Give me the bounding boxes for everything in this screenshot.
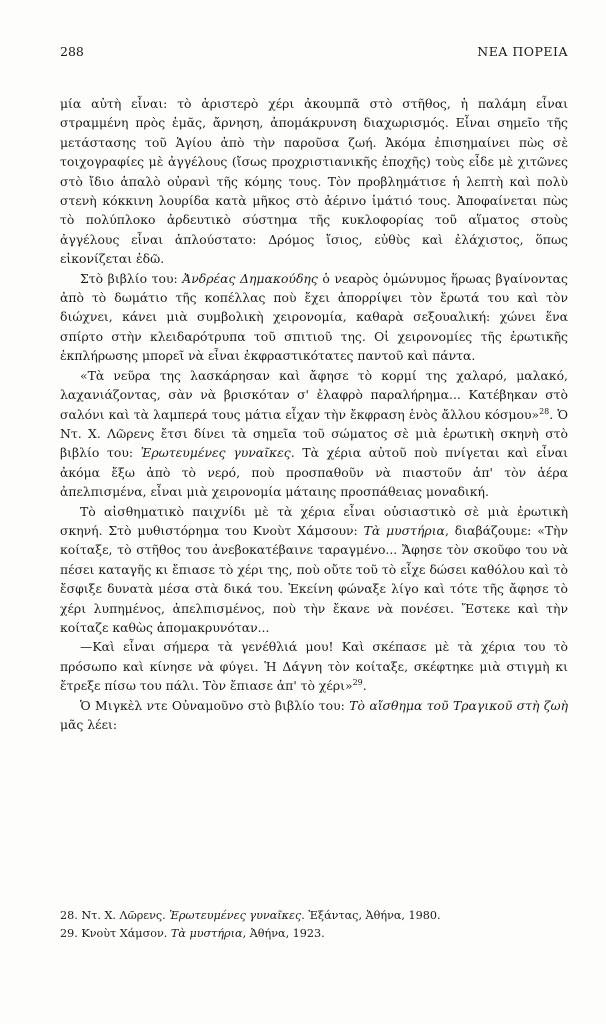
footnote-marker: 28 xyxy=(539,406,550,416)
text-run: Ὁ Μιγκὲλ ντε Οὐναμοῦνο στὸ βιβλίο του: xyxy=(80,697,350,713)
text-run: μία αὐτὴ εἶναι: τὸ ἀριστερὸ χέρι ἀκουμπᾶ στὸ στῆθος, ἡ παλάμη εἶναι στραμμένη πρὸς ἐμᾶς, ἄρνηση, ἀπομάκρυνση διαχωρισμός. Εἶναι σημεῖο τῆς μετάστασης τοῦ Ἁγίου ἀπὸ τὴν παροῦσα ζωή. Ἀκόμα ἐπισημαίνει πὼς σὲ τοιχογραφίες μὲ ἀγγέλους (ἴσως προχριστιανικῆς ἐποχῆς) τοὺς εἶδε μὲ χιτῶνες στὸ ἴδιο ἁπαλὸ οὐρανὶ τῆς κόμης τους. Τὸν προβλημάτισε ἡ λεπτὴ καὶ πολὺ στενὴ κόκκινη λουρίδα κατὰ μῆκος στὸ ἀέρινο ἱμάτιό τους. Ἀποφαίνεται πὼς τὸ πολύπλοκο ἀρδευτικὸ σύστημα τῆς κυκλοφορίας τοῦ αἵματος στοὺς ἀγγέλους εἶναι ἁπλούστατο: Δρόμος ἴσιος, εὐθὺς καὶ ἐλάχιστος, ὅπως εἰκονίζεται ἐδῶ. xyxy=(60,96,568,267)
paragraph xyxy=(60,696,568,735)
text-run: 29. Κνοὺτ Χάμσον. xyxy=(60,927,171,940)
paragraph xyxy=(60,637,568,695)
text-run: 28. Ντ. Χ. Λῶρενς. xyxy=(60,909,170,922)
footnote xyxy=(60,925,568,943)
book-title: Τὰ μυστήρια xyxy=(363,522,445,538)
book-title: Ἐρωτευμένες γυναῖκες xyxy=(140,445,291,461)
book-title: Ἀνδρέας Δημακούδης xyxy=(182,270,318,286)
text-run: «Τὰ νεῦρα της λασκάρησαν καὶ ἄφησε τὸ κορμί της χαλαρό, μαλακό, λαχανιάζοντας, σὰν νὰ βρισκόταν σ' ἐλαφρὸ παραλήρημα... Κατέβηκαν στὸ σαλόνι καὶ τὰ λαμπερά τους μάτια εἶχαν τὴν ἔκφραση ἑνὸς ἄλλου κόσμου» xyxy=(60,367,568,422)
text-run: . xyxy=(362,678,367,694)
text-run: , Ἀθήνα, 1923. xyxy=(242,927,325,940)
text-run: ὁ νεαρὸς ὁμώνυμος ἥρωας βγαίνοντας ἀπὸ τὸ δωμάτιο τῆς κοπέλλας ποὺ ἔχει ἀπορρίψει τὸν ἔρωτά του καὶ τὸν διώχνει, κάνει μιὰ συμβολικὴ χειρονομία, καθαρὰ σεξουαλική: χώνει ἕνα σπίρτο στὴν κλειδαρότρυπα τοῦ σπιτιοῦ της. Οἱ χειρονομίες τῆς ἐρωτικῆς ἐκπλήρωσης μπορεῖ νὰ εἶναι ἐκφραστικότατες παντοῦ καὶ πάντα. xyxy=(60,270,568,364)
text-run: Στὸ βιβλίο του: xyxy=(80,270,183,286)
paragraph xyxy=(60,94,568,269)
footnote-marker: 29 xyxy=(352,678,363,688)
text-run: Τὸ αἰσθηματικὸ παιχνίδι μὲ τὰ χέρια εἶναι οὐσιαστικὸ σὲ μιὰ ἐρωτικὴ σκηνή. Στὸ μυθιστόρημα του Κνοὺτ Χάμσουν: xyxy=(60,503,568,538)
footnotes xyxy=(60,907,568,943)
journal-title: ΝΕΑ ΠΟΡΕΙΑ xyxy=(477,44,568,59)
page-number: 288 xyxy=(60,44,84,59)
paragraph xyxy=(60,269,568,366)
text-run: , διαβάζουμε: «Τὴν κοίταξε, τὸ στῆθος του ἀνεβοκατέβαινε ταραγμένο... Ἄφησε τὸν σκοῦφο του νὰ πέσει καταγῆς κι ἔπιασε τὸ χέρι της, ποὺ οὔτε τοῦ τὸ εἶχε δώσει καθόλου καὶ τὸ ἔσφιξε δυνατὰ μέσα στὰ δικά του. Ἐκείνη φώναξε λίγο καὶ τότε τῆς ἄφησε τὸ χέρι λυπημένος, ἀπελπισμένος, ποὺ τὴν ἔκανε νὰ πονέσει. Ἔστεκε καὶ τὴν κοίταζε καθὼς ἀπομακρυνόταν... xyxy=(60,522,569,635)
paragraph xyxy=(60,366,568,502)
footnote xyxy=(60,907,568,925)
book-title: Ἐρωτευμένες γυναῖκες xyxy=(169,909,302,922)
body-text xyxy=(60,94,568,734)
running-head xyxy=(60,44,568,62)
text-run: μᾶς λέει: xyxy=(60,717,118,732)
book-title: Τὰ μυστήρια xyxy=(170,927,243,940)
text-run: —Καὶ εἶναι σήμερα τὰ γενέθλιά μου! Καὶ σκέπασε μὲ τὰ χέρια του τὸ πρόσωπο καὶ κίνησε νὰ φύγει. Ἡ Δάγνη τὸν κοίταξε, σκέφτηκε μιὰ στιγμὴ κι ἔτρεξε πίσω του πάλι. Τὸν ἔπιασε ἀπ' τὸ χέρι» xyxy=(60,639,568,694)
paragraph xyxy=(60,502,568,638)
text-run: . Τὰ χέρια αὐτοῦ ποὺ πνίγεται καὶ εἶναι ἀκόμα ἔξω ἀπὸ τὸ νερό, ποὺ προσπαθοῦν νὰ πιαστοῦν ἀπ' τὸν ἀέρα ἀπελπισμένα, εἶναι μιὰ χειρονομία μάταιης προσπάθειας μοναδική. xyxy=(60,445,568,500)
text-run: . Ὁ Ντ. Χ. Λῶρενς ἔτσι δίνει τὰ σημεῖα τοῦ σώματος σὲ μιὰ ἐρωτικὴ σκηνὴ στὸ βιβλίο του: xyxy=(60,406,568,461)
book-title: Τὸ αἴσθημα τοῦ Τραγικοῦ στὴ ζωὴ xyxy=(349,697,569,713)
text-run: . Ἐξάντας, Ἀθήνα, 1980. xyxy=(301,909,441,922)
